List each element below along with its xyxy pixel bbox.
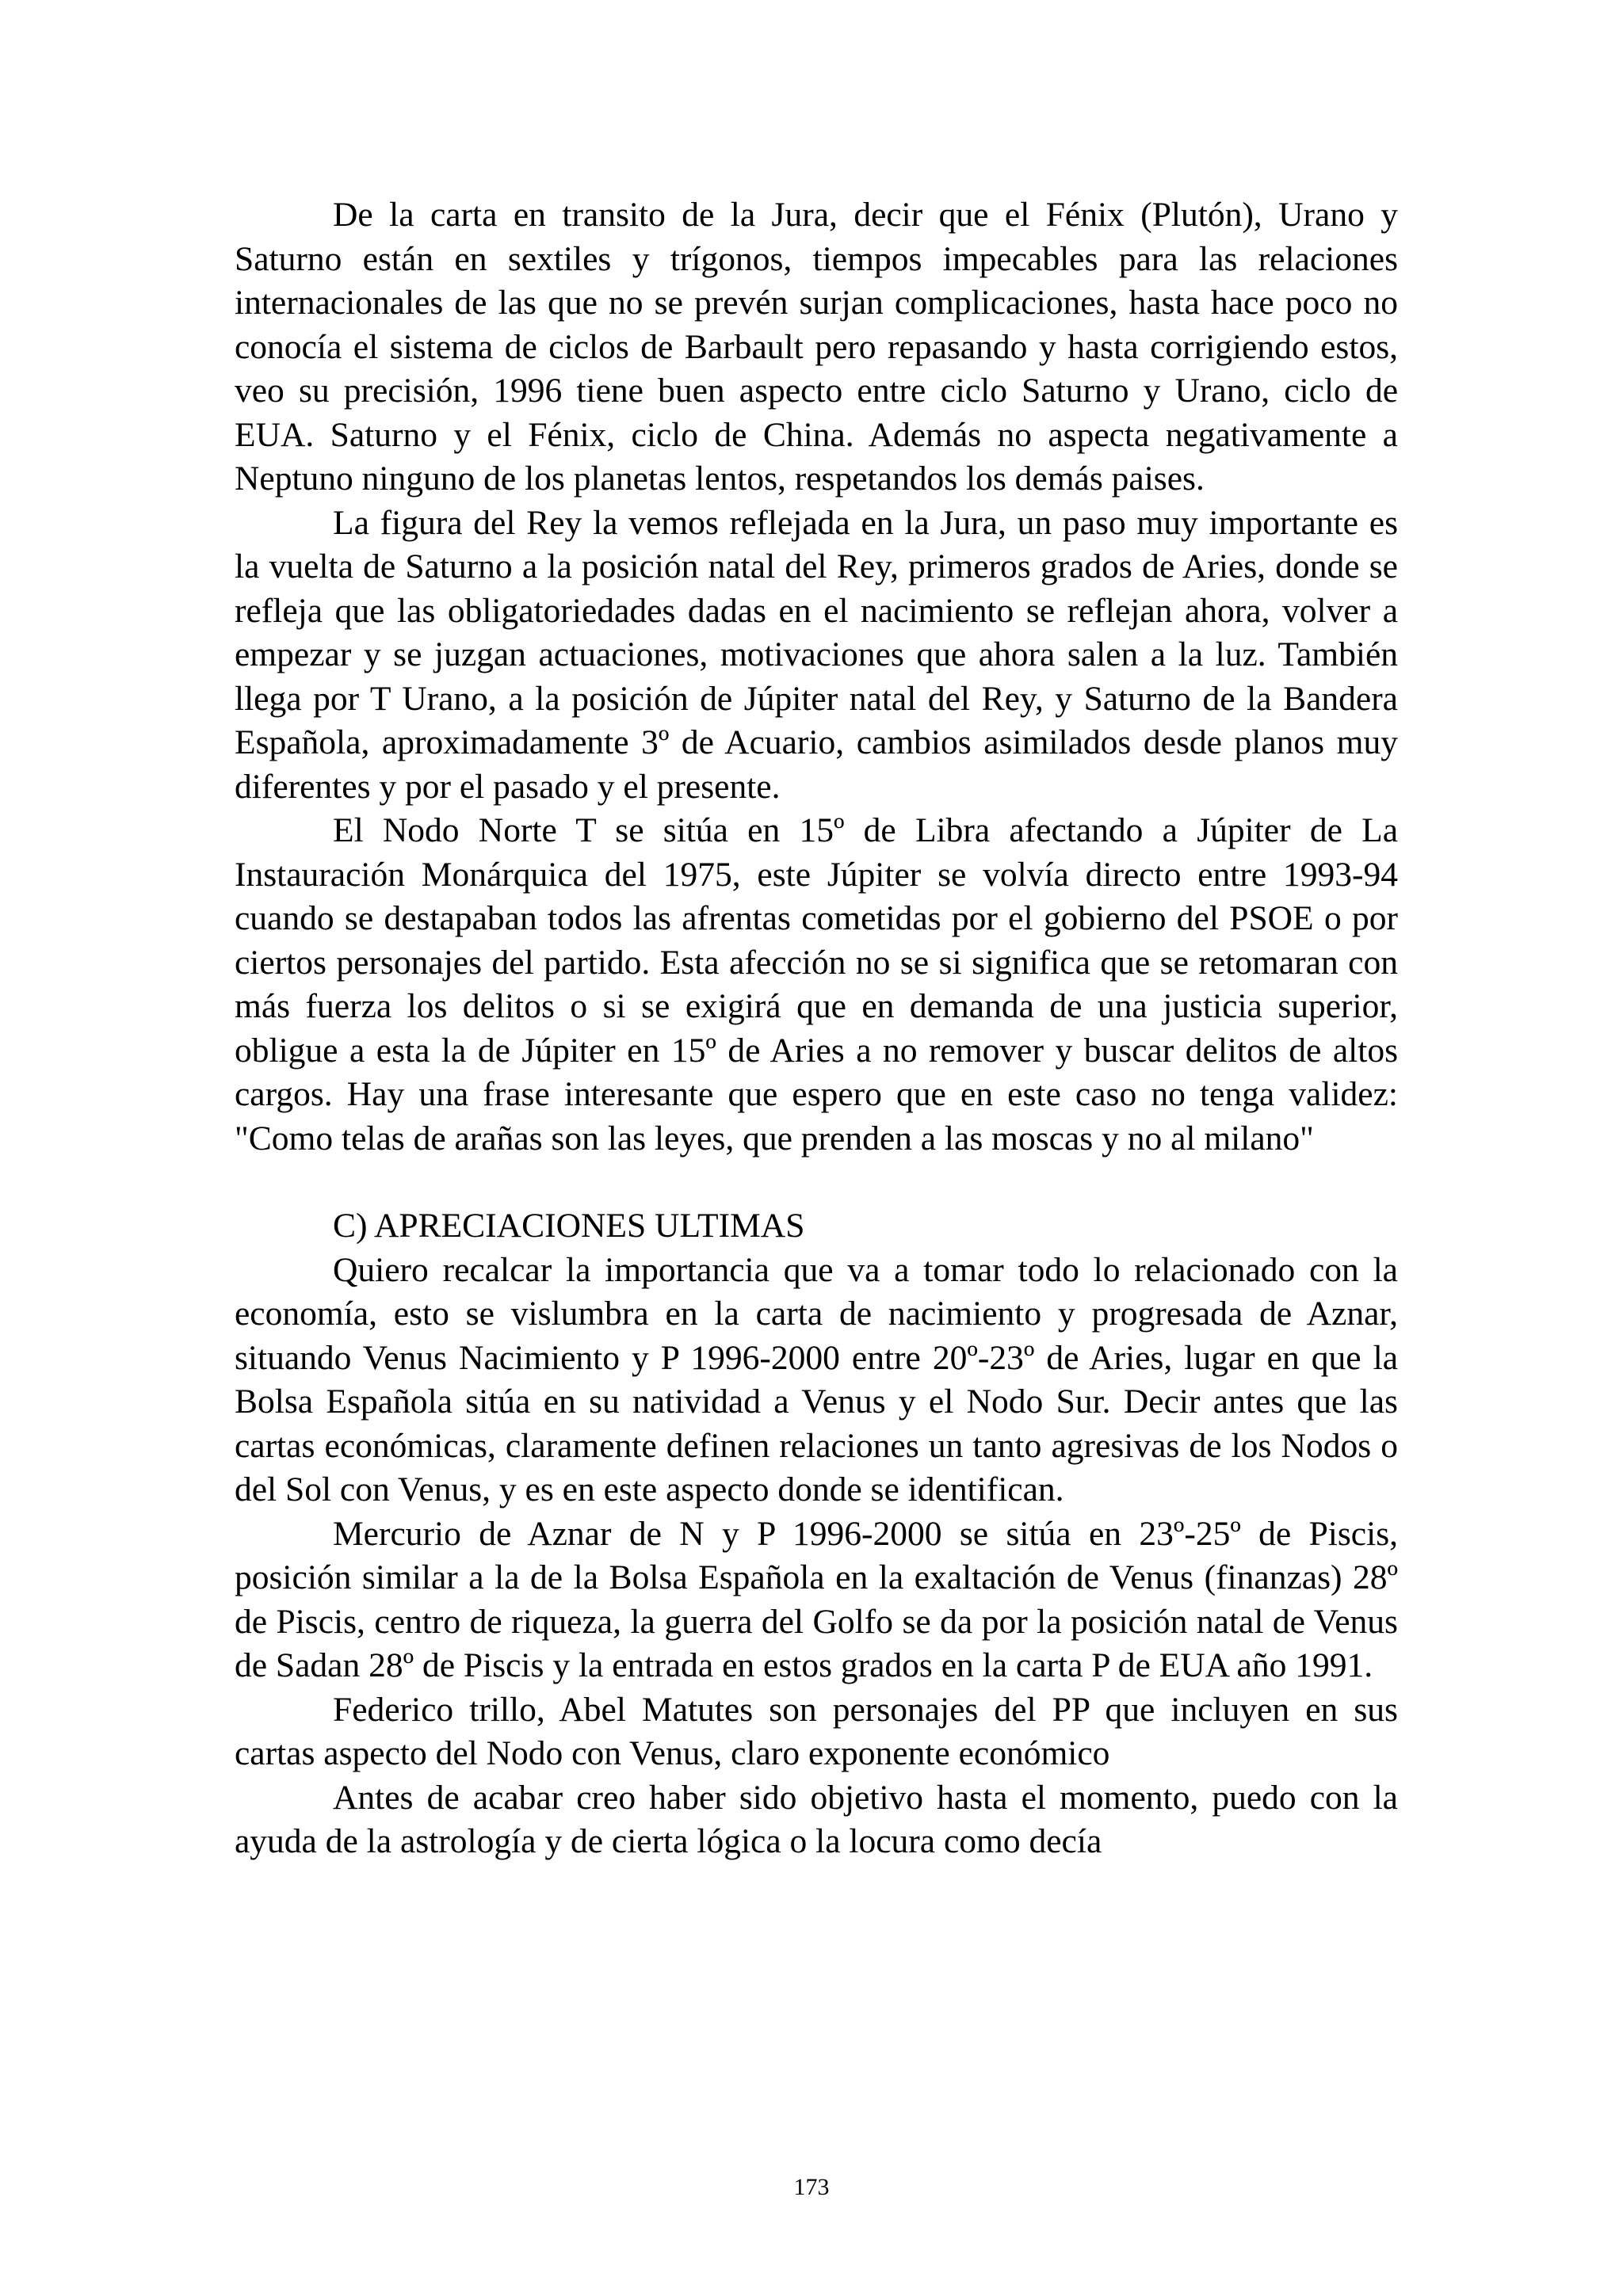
- page-body: [235, 193, 1398, 1864]
- section-heading: C) APRECIACIONES ULTIMAS: [333, 1207, 805, 1245]
- paragraph-north-node: El Nodo Norte T se sitúa en 15º de Libra afectando a Júpiter de La Instauración Monárquica del 1975, este Júpiter se volvía directo entre 1993-94 cuando se destapaban todos las afrentas cometidas por el gobierno del PSOE o por ciertos personajes del partido. Esta afección no se si significa que se retomaran con más fuerza los delitos o si se exigirá que en demanda de una justicia superior, obligue a esta la de Júpiter en 15º de Aries a no remover y buscar delitos de altos cargos. Hay una frase interesante que espero que en este caso no tenga validez: "Como telas de arañas son las leyes, que prenden a las moscas y no al milano": [235, 811, 1398, 1158]
- paragraph-economy: Quiero recalcar la importancia que va a tomar todo lo relacionado con la economía, esto se vislumbra en la carta de nacimiento y progresada de Aznar, situando Venus Nacimiento y P 1996-2000 entre 20º-23º de Aries, lugar en que la Bolsa Española sitúa en su natividad a Venus y el Nodo Sur. Decir antes que las cartas económicas, claramente definen relaciones un tanto agresivas de los Nodos o del Sol con Venus, y es en este aspecto donde se identifican.: [235, 1250, 1398, 1508]
- paragraph-closing: Antes de acabar creo haber sido objetivo hasta el momento, puedo con la ayuda de la astrología y de cierta lógica o la locura como decía: [235, 1778, 1398, 1860]
- paragraph-jura-transit: De la carta en transito de la Jura, decir que el Fénix (Plutón), Urano y Saturno están en sextiles y trígonos, tiempos impecables para las relaciones internacionales de las que no se prevén surjan complicaciones, hasta hace poco no conocía el sistema de ciclos de Barbault pero repasando y hasta corrigiendo estos, veo su precisión, 1996 tiene buen aspecto entre ciclo Saturno y Urano, ciclo de EUA. Saturno y el Fénix, ciclo de China. Además no aspecta negativamente a Neptuno ninguno de los planetas lentos, respetandos los demás paises.: [235, 196, 1398, 498]
- page-number: 173: [793, 2174, 830, 2200]
- paragraph-pp-members: Federico trillo, Abel Matutes son personajes del PP que incluyen en sus cartas aspecto del Nodo con Venus, claro exponente económico: [235, 1690, 1398, 1772]
- paragraph-mercury-aznar: Mercurio de Aznar de N y P 1996-2000 se sitúa en 23º-25º de Piscis, posición similar a la de la Bolsa Española en la exaltación de Venus (finanzas) 28º de Piscis, centro de riqueza, la guerra del Golfo se da por la posición natal de Venus de Sadan 28º de Piscis y la entrada en estos grados en la carta P de EUA año 1991.: [235, 1514, 1398, 1684]
- paragraph-king-figure: La figura del Rey la vemos reflejada en la Jura, un paso muy importante es la vuelta de Saturno a la posición natal del Rey, primeros grados de Aries, donde se refleja que las obligatoriedades dadas en el nacimiento se reflejan ahora, volver a empezar y se juzgan actuaciones, motivaciones que ahora salen a la luz. También llega por T Urano, a la posición de Júpiter natal del Rey, y Saturno de la Bandera Española, aproximadamente 3º de Acuario, cambios asimilados desde planos muy diferentes y por el pasado y el presente.: [235, 503, 1398, 806]
